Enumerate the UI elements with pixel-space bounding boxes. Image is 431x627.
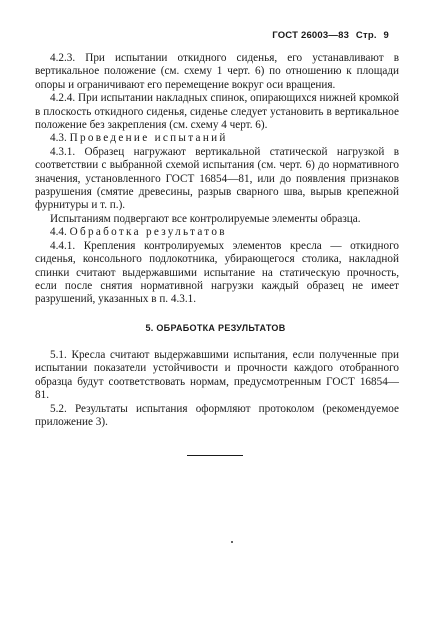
heading-4-4-number: 4.4. xyxy=(50,226,67,239)
heading-4-3-title: Проведение испытаний xyxy=(69,132,228,145)
subsection-heading-4-3 xyxy=(35,132,399,145)
section-5-heading: 5. ОБРАБОТКА РЕЗУЛЬТАТОВ xyxy=(145,323,286,333)
page-number: 9 xyxy=(383,30,389,41)
upper-text-block xyxy=(35,52,399,307)
paragraph-tests: Испытаниям подвергают все контролируемые элементы образца. xyxy=(50,212,361,225)
paragraph-4-2-3: 4.2.3. При испытании откидного сиденья, его устанавливают в вертикальное положение (см. схему 1 черт. 6) по отношению к площади опоры и ограничивают его перемещение вокруг оси вращения. xyxy=(35,52,399,91)
heading-4-4-title: Обработка результатов xyxy=(69,226,227,239)
standard-number: ГОСТ 26003—83 xyxy=(272,30,350,41)
paragraph-4-4-1: 4.4.1. Крепления контролируемых элементов кресла — откидного сиденья, консольного подлокотника, убирающегося столика, накладной спинки считают выдержавшими испытание на статическую прочность, если после снятия нормативной нагрузки каждый образец не имеет разрушений, указанных в п. 4.3.1. xyxy=(35,239,399,306)
paragraph-4-3-1: 4.3.1. Образец нагружают вертикальной статической нагрузкой в соответствии с выбранной схемой испытания (см. черт. 6) до нормативного значения, установленного ГОСТ 16854—81, или до появления признаков разрушения (смятие древесины, разрыв сварного шва, вырыв крепежной фурнитуры и т. п.). xyxy=(35,145,399,212)
paragraph-5-2: 5.2. Результаты испытания оформляют протоколом (рекомендуемое приложение 3). xyxy=(35,402,399,429)
heading-4-3-number: 4.3. xyxy=(50,132,67,145)
print-speck xyxy=(231,541,233,543)
paragraph-4-2-4: 4.2.4. При испытании накладных спинок, опирающихся нижней кромкой в плоскость откидного сиденья, сиденье следует установить в вертикальное положение без закрепления (см. схему 4 черт. 6). xyxy=(35,92,399,132)
page-label: Стр. xyxy=(355,30,377,41)
subsection-heading-4-4 xyxy=(35,226,399,239)
page-header xyxy=(268,30,389,41)
section-5-text-block xyxy=(35,349,399,429)
paragraph-5-1: 5.1. Кресла считают выдержавшими испытания, если полученные при испытании показатели устойчивости и прочности каждого отобранного образца будут соответствовать нормам, предусмотренным ГОСТ 16854—81. xyxy=(35,349,399,402)
end-rule xyxy=(187,455,243,456)
